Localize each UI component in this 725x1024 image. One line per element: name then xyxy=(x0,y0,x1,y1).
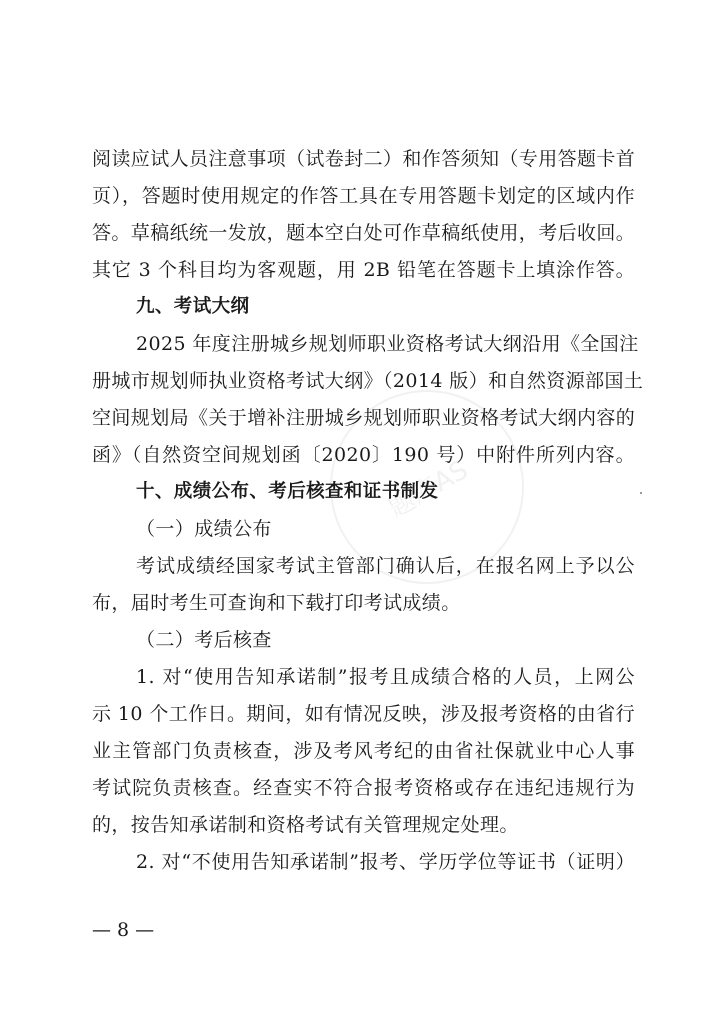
body-line: 答。草稿纸统一发放，题本空白处可作草稿纸使用，考后收回。 xyxy=(92,222,636,244)
body-line: 考试院负责核查。经查实不符合报考资格或存在违纪违规行为 xyxy=(92,777,635,799)
body-line: 的，按告知承诺制和资格考试有关管理规定处理。 xyxy=(92,814,519,836)
watermark-text: 题库AS xyxy=(383,454,474,524)
subsection-heading: （一）成绩公布 xyxy=(136,518,272,540)
body-line: 2. 对“不使用告知承诺制”报考、学历学位等证书（证明） xyxy=(136,851,635,873)
body-line: 考试成绩经国家考试主管部门确认后，在报名网上予以公 xyxy=(136,555,635,577)
page-number: — 8 — xyxy=(92,919,155,941)
body-line: 布，届时考生可查询和下载打印考试成绩。 xyxy=(92,592,461,614)
body-line: 页），答题时使用规定的作答工具在专用答题卡划定的区域内作 xyxy=(92,185,635,207)
section-heading: 九、考试大纲 xyxy=(136,296,250,317)
body-line: 函》（自然资空间规划函〔2020〕190 号）中附件所列内容。 xyxy=(92,444,635,466)
body-line: 其它 3 个科目均为客观题，用 2B 铅笔在答题卡上填涂作答。 xyxy=(92,259,635,281)
body-line: 册城市规划师执业资格考试大纲》（2014 版）和自然资源部国土 xyxy=(92,370,644,392)
body-line: 阅读应试人员注意事项（试卷封二）和作答须知（专用答题卡首 xyxy=(92,148,636,170)
subsection-heading: （二）考后核查 xyxy=(136,629,272,651)
body-line: 业主管部门负责核查，涉及考风考纪的由省社保就业中心人事 xyxy=(92,740,635,762)
body-line: 示 10 个工作日。期间，如有情况反映，涉及报考资格的由省行 xyxy=(92,703,635,725)
body-line: 1. 对“使用告知承诺制”报考且成绩合格的人员，上网公 xyxy=(136,666,635,688)
body-line: 空间规划局《关于增补注册城乡规划师职业资格考试大纲内容的 xyxy=(92,407,636,429)
speck xyxy=(640,492,642,494)
section-heading: 十、成绩公布、考后核查和证书制发 xyxy=(136,481,439,502)
body-line: 2025 年度注册城乡规划师职业资格考试大纲沿用《全国注 xyxy=(136,333,639,355)
